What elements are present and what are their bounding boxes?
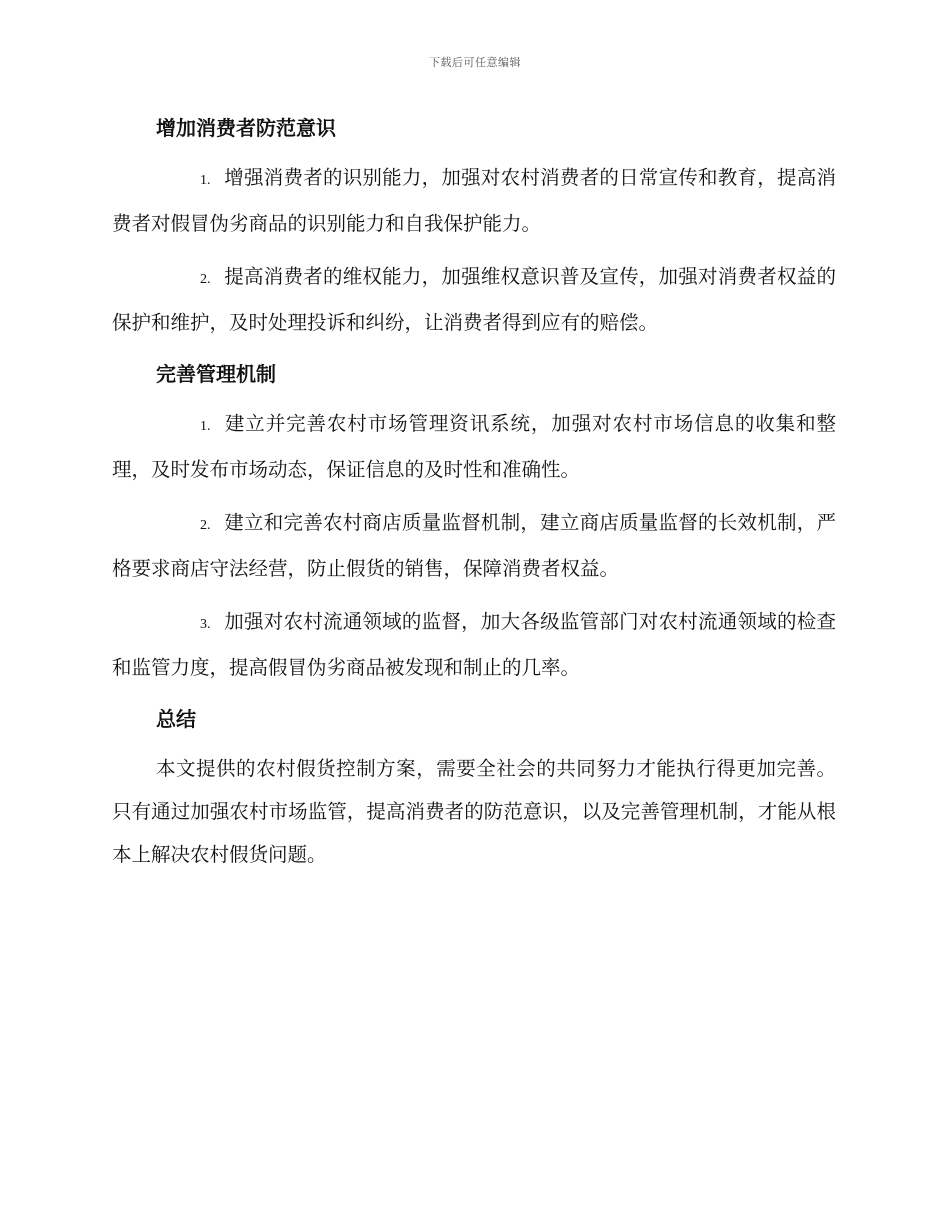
- list-item: [112, 501, 836, 590]
- list-number: 2.: [200, 272, 211, 287]
- page-header: 下载后可任意编辑: [429, 56, 521, 69]
- list-item: [112, 600, 836, 689]
- list-item-text: 建立并完善农村市场管理资讯系统，加强对农村市场信息的收集和整理，及时发布市场动态，保证信息的及时性和准确性。: [112, 412, 836, 481]
- summary-paragraph: 本文提供的农村假货控制方案，需要全社会的共同努力才能执行得更加完善。只有通过加强农村市场监管，提高消费者的防范意识，以及完善管理机制，才能从根本上解决农村假货问题。: [112, 757, 836, 866]
- list-number: 1.: [200, 173, 211, 188]
- list-number: 2.: [200, 518, 211, 533]
- list-item: [112, 402, 836, 491]
- list-item-text: 提高消费者的维权能力，加强维权意识普及宣传，加强对消费者权益的保护和维护，及时处理投诉和纠纷，让消费者得到应有的赔偿。: [112, 265, 836, 334]
- list-item-text: 建立和完善农村商店质量监督机制，建立商店质量监督的长效机制，严格要求商店守法经营，防止假货的销售，保障消费者权益。: [112, 511, 836, 580]
- list-number: 1.: [200, 419, 211, 434]
- document-body: [112, 108, 836, 886]
- list-item-text: 增强消费者的识别能力，加强对农村消费者的日常宣传和教育，提高消费者对假冒伪劣商品的识别能力和自我保护能力。: [112, 166, 836, 235]
- list-number: 3.: [200, 617, 211, 632]
- section-heading-management: 完善管理机制: [156, 362, 276, 386]
- list-item-text: 加强对农村流通领域的监督，加大各级监管部门对农村流通领域的检查和监管力度，提高假冒伪劣商品被发现和制止的几率。: [112, 610, 836, 679]
- section-heading-consumer-awareness: 增加消费者防范意识: [156, 116, 336, 140]
- list-item: [112, 255, 836, 344]
- list-item: [112, 156, 836, 245]
- section-heading-summary: 总结: [156, 707, 196, 731]
